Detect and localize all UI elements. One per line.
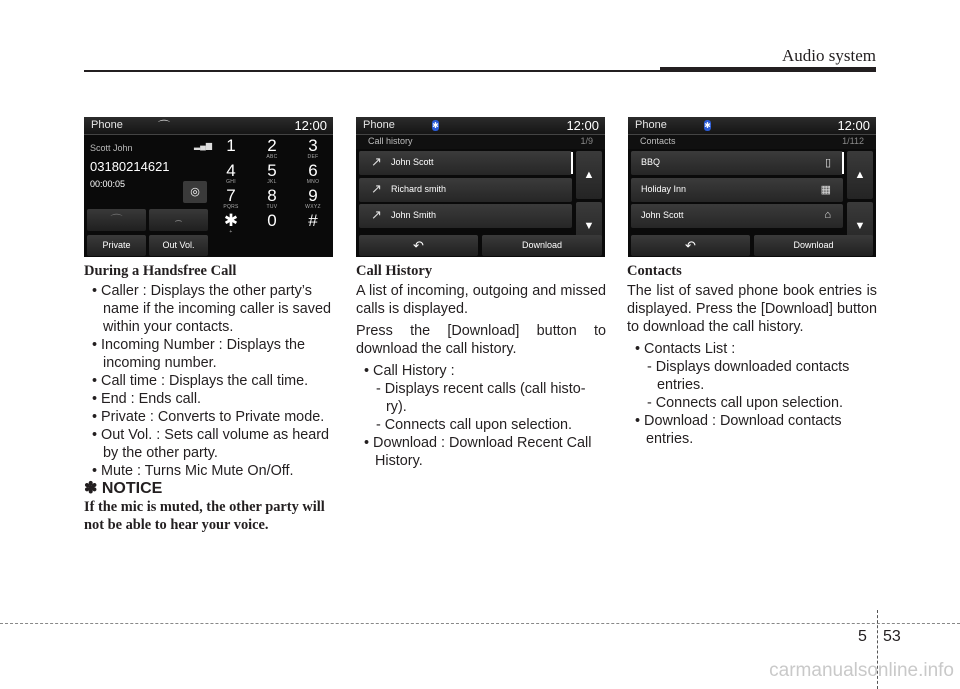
bullet-item: • Contacts List : [635, 341, 736, 357]
dial-key-digit: ✱ [223, 211, 239, 230]
bullet-item: • Incoming Number : Displays the incoming number. [92, 337, 305, 371]
back-button[interactable] [359, 235, 478, 256]
back-button[interactable] [631, 235, 750, 256]
list-item[interactable] [631, 204, 843, 228]
dial-key-letters: TUV [266, 204, 278, 210]
handset-icon: ⌒ [158, 119, 171, 133]
list-count: 1/9 [580, 136, 593, 146]
caller-name: Scott John [90, 143, 133, 153]
dial-key[interactable] [294, 212, 332, 229]
section-heading: Contacts [627, 263, 682, 279]
dial-key-digit: 7 [226, 186, 236, 205]
sub-item: - Displays downloaded contacts entries. [647, 359, 850, 393]
bullet-item: • Mute : Turns Mic Mute On/Off. [92, 463, 294, 479]
private-button[interactable]: Private [87, 235, 146, 256]
dial-key[interactable] [294, 187, 332, 210]
home-icon: ⌂ [824, 209, 831, 221]
list-item[interactable] [359, 178, 572, 202]
scroll-indicator [842, 152, 844, 174]
end-button[interactable] [149, 209, 208, 231]
list-item[interactable] [359, 204, 572, 228]
back-arrow-icon: ↶ [685, 238, 696, 253]
sub-item: - Displays recent calls (call histo-ry). [376, 381, 586, 415]
list-title: Contacts [640, 136, 676, 146]
bluetooth-icon: ✱ [432, 121, 439, 130]
page-number: 53 [883, 628, 901, 645]
outgoing-call-icon: ↗ [371, 207, 382, 222]
scroll-indicator [571, 152, 573, 174]
scroll-up-button[interactable] [847, 151, 873, 199]
status-bar [84, 117, 333, 135]
dial-key[interactable] [253, 162, 291, 185]
column-contacts [627, 262, 877, 448]
column-call-history [356, 262, 606, 470]
dial-key-digit: 5 [267, 161, 277, 180]
back-arrow-icon: ↶ [413, 238, 424, 253]
scroll-up-button[interactable] [576, 151, 602, 199]
download-button[interactable]: Download [482, 235, 602, 256]
microphone-icon: ◎ [190, 186, 200, 198]
notice-body: If the mic is muted, the other party will not be able to hear your voice. [84, 499, 325, 533]
dial-key-digit: 8 [267, 186, 277, 205]
bullet-item: • Download : Download contacts entries. [635, 413, 842, 447]
dial-key[interactable] [253, 212, 291, 229]
list-item[interactable] [631, 178, 843, 202]
dial-key-digit: 4 [226, 161, 236, 180]
chapter-number: 5 [858, 628, 867, 645]
contacts-screen [628, 117, 876, 257]
header-rule-accent [660, 67, 876, 72]
notice-title: ✽ NOTICE [84, 480, 163, 497]
screen-title: Phone [91, 119, 123, 131]
dial-key-letters: JKL [267, 179, 277, 185]
out-vol-button[interactable]: Out Vol. [149, 235, 208, 256]
dial-key-digit: # [308, 211, 318, 230]
triangle-down-icon: ▼ [854, 220, 866, 232]
section-heading: During a Handsfree Call [84, 263, 237, 279]
bullet-item: • Call time : Displays the call time. [92, 373, 309, 389]
sub-item: - Connects call upon selection. [647, 395, 843, 411]
list-item-label: Holiday Inn [641, 184, 687, 194]
screen-title: Phone [363, 119, 395, 131]
dial-key[interactable] [253, 187, 291, 210]
dial-key-digit: 2 [267, 136, 277, 155]
dial-key-letters: + [229, 229, 233, 235]
triangle-up-icon: ▲ [583, 169, 595, 181]
status-bar [628, 117, 876, 135]
dial-key-letters: MNO [306, 179, 320, 185]
section-title: Audio system [782, 46, 876, 65]
triangle-down-icon: ▼ [583, 220, 595, 232]
dial-key-digit: 3 [308, 136, 318, 155]
list-item-label: John Scott [391, 157, 434, 167]
phone-screen [84, 117, 333, 257]
dial-key-letters: WXYZ [305, 204, 321, 210]
list-item-label: Richard smith [391, 184, 447, 194]
bluetooth-icon: ✱ [704, 121, 711, 130]
sub-header [628, 135, 876, 149]
dial-key-digit: 0 [267, 211, 277, 230]
status-bar [356, 117, 605, 135]
bullet-item: • Private : Converts to Private mode. [92, 409, 325, 425]
mobile-phone-icon: ▯ [824, 157, 831, 169]
clock: 12:00 [294, 118, 327, 133]
clock: 12:00 [566, 118, 599, 133]
outgoing-call-icon: ↗ [371, 181, 382, 196]
bullet-item: • Call History : [364, 363, 455, 379]
screen-title: Phone [635, 119, 667, 131]
bullet-item: • Out Vol. : Sets call volume as heard by the other party. [92, 427, 330, 461]
call-history-screen [356, 117, 605, 257]
end-call-icon: ⌢ [174, 213, 183, 227]
paragraph: A list of incoming, outgoing and missed calls is displayed. [356, 283, 606, 317]
dial-key[interactable] [294, 137, 332, 160]
download-button[interactable]: Download [754, 235, 873, 256]
call-icon: ⌒ [110, 213, 123, 227]
dial-key[interactable] [253, 137, 291, 160]
column-handsfree [84, 262, 334, 534]
list-item[interactable] [631, 151, 843, 175]
call-button[interactable] [87, 209, 146, 231]
office-icon: ▦ [820, 184, 831, 196]
dial-key[interactable] [294, 162, 332, 185]
paragraph: Press the [Download] button to download the call history. [356, 323, 606, 357]
sub-item: - Connects call upon selection. [376, 417, 572, 433]
list-item[interactable] [359, 151, 572, 175]
clock: 12:00 [837, 118, 870, 133]
bullet-item: • End : Ends call. [92, 391, 202, 407]
list-item-label: BBQ [641, 157, 661, 167]
section-heading: Call History [356, 263, 433, 279]
paragraph: The list of saved phone book entries is displayed. Press the [Download] button to download the call history. [627, 283, 877, 335]
watermark: carmanualsonline.info [769, 660, 954, 681]
caller-number: 03180214621 [90, 159, 170, 174]
dial-key[interactable] [212, 162, 250, 185]
sub-header [356, 135, 605, 149]
dial-key-digit: 9 [308, 186, 318, 205]
dial-key[interactable] [212, 187, 250, 210]
dial-key[interactable] [212, 212, 250, 235]
dial-key-letters: GHI [226, 179, 236, 185]
bullet-item: • Download : Download Recent Call History. [364, 435, 592, 469]
dial-key-letters: DEF [307, 154, 319, 160]
bullet-item: • Caller : Displays the other party’s name if the incoming caller is saved within your contacts. [92, 283, 331, 335]
signal-icon: ▂▄▆ [194, 141, 212, 150]
list-item-label: John Scott [641, 210, 684, 220]
dial-key-letters: PQRS [223, 204, 239, 210]
outgoing-call-icon: ↗ [371, 154, 382, 169]
footer-rule [0, 623, 960, 624]
dial-key-letters: ABC [266, 154, 278, 160]
list-item-label: John Smith [391, 210, 437, 220]
dial-key-digit: 1 [226, 136, 236, 155]
list-count: 1/112 [842, 136, 864, 146]
mic-mute-button[interactable] [183, 181, 207, 203]
call-time: 00:00:05 [90, 179, 126, 189]
dial-key[interactable] [212, 137, 250, 154]
triangle-up-icon: ▲ [854, 169, 866, 181]
dial-key-digit: 6 [308, 161, 318, 180]
list-title: Call history [368, 136, 413, 146]
